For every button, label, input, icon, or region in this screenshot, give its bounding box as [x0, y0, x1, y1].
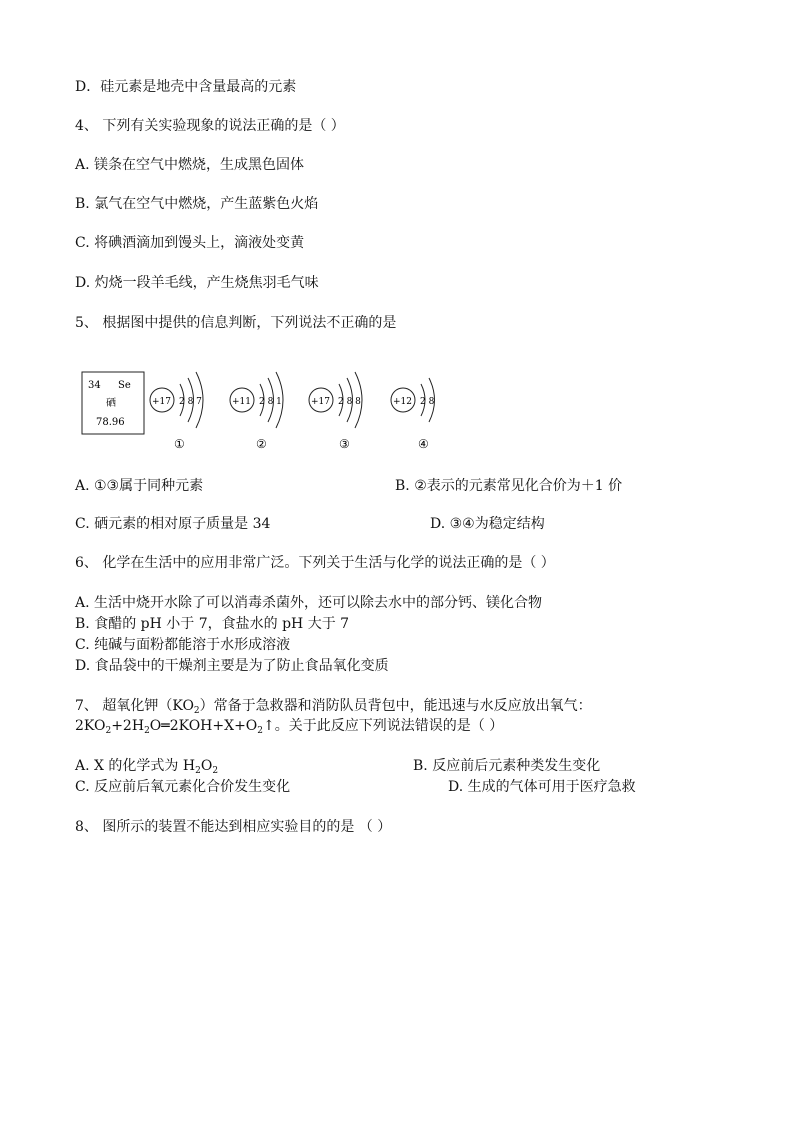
q5-stem: 5、 根据图中提供的信息判断，下列说法不正确的是 [75, 315, 397, 331]
atom-3-shells: 2 8 8 [338, 397, 361, 407]
q3-option-d: D．硅元素是地壳中含量最高的元素 [75, 79, 297, 95]
q5-diagram [80, 366, 500, 458]
q7-equation [75, 717, 503, 737]
q4-option-d: D. 灼烧一段羊毛线，产生烧焦羽毛气味 [75, 275, 319, 291]
atom-3-label: ③ [339, 437, 350, 451]
q5-option-c: C. 硒元素的相对原子质量是 34 [75, 516, 271, 532]
q7-option-d: D. 生成的气体可用于医疗急救 [448, 779, 636, 795]
element-symbol: Se [118, 380, 131, 391]
q7-eq-sub-3: 2 [257, 726, 264, 736]
atom-2-nucleus: +11 [232, 397, 251, 407]
q7-option-a [75, 757, 218, 777]
atom-2-label: ② [256, 437, 267, 451]
element-mass: 78.96 [96, 417, 125, 428]
atom-4-shells: 2 8 [420, 397, 435, 407]
q7-stem-part-a: 7、 超氧化钾（KO [75, 698, 194, 714]
q7-eq-sub-1: 2 [105, 726, 112, 736]
atom-4 [391, 378, 435, 451]
q4-option-b: B. 氯气在空气中燃烧，产生蓝紫色火焰 [75, 196, 319, 212]
atom-structure-figure [80, 366, 500, 458]
atom-1-label: ① [174, 437, 185, 451]
q7-stem-sub: 2 [193, 706, 200, 716]
atom-1-nucleus: +17 [152, 397, 171, 407]
q7-eq-1: 2KO [75, 718, 106, 734]
atom-3-nucleus: +17 [311, 397, 330, 407]
atom-2-shells: 2 8 1 [259, 397, 282, 407]
q4-option-a: A. 镁条在空气中燃烧，生成黑色固体 [75, 157, 305, 173]
q6-option-d: D. 食品袋中的干燥剂主要是为了防止食品氧化变质 [75, 658, 389, 674]
q5-option-d: D. ③④为稳定结构 [430, 516, 545, 532]
q6-option-b: B. 食醋的 pH 小于 7，食盐水的 pH 大于 7 [75, 616, 350, 632]
q7-option-a-o: O [200, 758, 213, 774]
q7-option-c: C. 反应前后氧元素化合价发生变化 [75, 779, 291, 795]
q7-option-a-sub-2: 2 [212, 766, 219, 776]
q7-eq-2: +2H [111, 718, 145, 734]
q6-option-c: C. 纯碱与面粉都能溶于水形成溶液 [75, 637, 291, 653]
element-number: 34 [88, 380, 101, 391]
atom-4-label: ④ [418, 437, 429, 451]
atom-4-nucleus: +12 [393, 397, 412, 407]
atom-1-shells: 2 8 7 [179, 397, 202, 407]
atom-2 [230, 372, 283, 451]
q4-stem: 4、 下列有关实验现象的说法正确的是（ ） [75, 118, 345, 134]
element-name: 硒 [106, 398, 116, 409]
q7-eq-4: ↑。关于此反应下列说法错误的是（ ） [263, 718, 504, 734]
q7-stem [75, 697, 592, 717]
q8-stem: 8、 图所示的装置不能达到相应实验目的的是 （ ） [75, 819, 392, 835]
q7-option-a-sub-1: 2 [195, 766, 201, 776]
q7-stem-part-b: ）常备于急救器和消防队员背包中，能迅速与水反应放出氧气： [199, 698, 592, 714]
q4-option-c: C. 将碘酒滴加到馒头上，滴液处变黄 [75, 235, 305, 251]
q6-option-a: A. 生活中烧开水除了可以消毒杀菌外，还可以除去水中的部分钙、镁化合物 [75, 595, 543, 611]
atom-3 [309, 372, 362, 451]
q7-option-b: B. 反应前后元素种类发生变化 [413, 758, 601, 774]
q5-option-b: B. ②表示的元素常见化合价为＋1 价 [395, 478, 623, 494]
q7-option-a-text: A. X 的化学式为 H [75, 758, 196, 774]
q6-stem: 6、 化学在生活中的应用非常广泛。下列关于生活与化学的说法正确的是（ ） [75, 555, 555, 571]
q7-eq-3: O═2KOH+X+O [149, 718, 258, 734]
q5-option-a: A. ①③属于同种元素 [75, 478, 204, 494]
q7-eq-sub-2: 2 [144, 726, 150, 736]
atom-1 [150, 372, 203, 451]
